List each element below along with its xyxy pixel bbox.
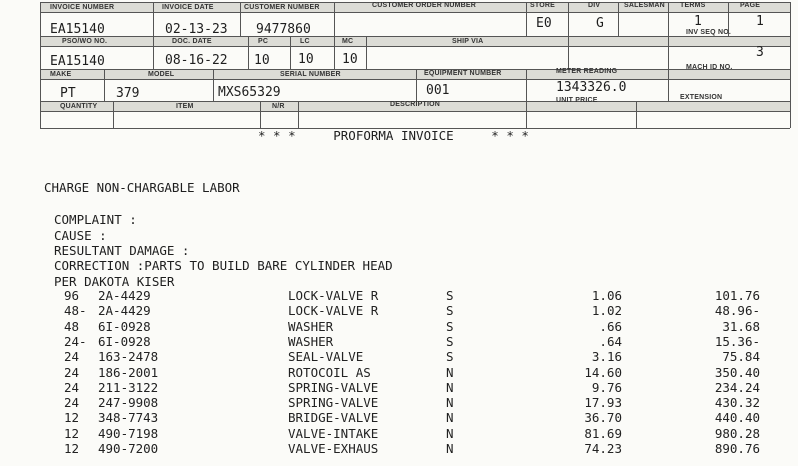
inv-seq-value: 3 (756, 45, 764, 60)
line-unit-price: 17.93 (584, 395, 622, 411)
serial-value: MXS65329 (218, 85, 281, 100)
mc-value: 10 (342, 52, 358, 67)
line-code: N (446, 425, 454, 441)
resultant-damage-line: RESULTANT DAMAGE : (54, 243, 190, 258)
label-customer-order-number: CUSTOMER ORDER NUMBER (372, 2, 477, 9)
line-qty: 48- (64, 303, 87, 319)
line-item-number: 490-7198 (98, 425, 159, 441)
line-extension: 75.84 (722, 349, 760, 365)
line-extension: 430.32 (714, 395, 760, 411)
table-row (0, 426, 798, 441)
line-description: LOCK-VALVE R (288, 303, 379, 319)
line-code: N (446, 410, 454, 426)
label-invoice-date: INVOICE DATE (162, 4, 214, 11)
line-qty: 96 (64, 288, 80, 303)
line-description: VALVE-INTAKE (288, 425, 379, 441)
line-item-number: 6I-0928 (98, 318, 151, 334)
line-description: WASHER (288, 318, 334, 334)
line-item-number: 186-2001 (98, 364, 159, 380)
label-model: MODEL (148, 71, 175, 78)
label-description: DESCRIPTION (390, 101, 441, 108)
line-qty: 24- (64, 333, 87, 349)
label-invoice-number: INVOICE NUMBER (50, 4, 115, 11)
line-qty: 24 (64, 395, 80, 411)
line-unit-price: 36.70 (584, 410, 622, 426)
make-value: PT (60, 86, 76, 101)
line-description: ROTOCOIL AS (288, 364, 371, 380)
line-extension: 980.28 (714, 425, 760, 441)
line-description: LOCK-VALVE R (288, 288, 379, 303)
charge-line: CHARGE NON-CHARGABLE LABOR (44, 180, 240, 195)
line-description: WASHER (288, 333, 334, 349)
pso-wo-value: EA15140 (50, 54, 105, 69)
correction-line: CORRECTION :PARTS TO BUILD BARE CYLINDER HEAD (54, 258, 393, 273)
label-salesman: SALESMAN (624, 2, 665, 9)
label-doc-date: DOC. DATE (172, 38, 212, 45)
line-item-number: 2A-4429 (98, 288, 151, 303)
line-qty: 12 (64, 425, 80, 441)
line-unit-price: 3.16 (591, 349, 622, 365)
label-terms: TERMS (680, 2, 706, 9)
doc-date-value: 08-16-22 (165, 53, 228, 68)
line-extension: 890.76 (714, 441, 760, 456)
page-value: 1 (756, 14, 764, 29)
label-mach-id: MACH ID NO. (686, 64, 733, 71)
label-extension: EXTENSION (680, 94, 723, 101)
line-unit-price: .66 (599, 318, 622, 334)
line-extension: 350.40 (714, 364, 760, 380)
customer-number: 9477860 (256, 22, 311, 37)
table-row (0, 410, 798, 425)
line-qty: 12 (64, 410, 80, 426)
label-pc: PC (258, 38, 269, 45)
line-unit-price: 81.69 (584, 425, 622, 441)
line-code: N (446, 441, 454, 456)
line-description: SPRING-VALVE (288, 379, 379, 395)
table-row (0, 319, 798, 334)
table-row (0, 365, 798, 380)
label-lc: LC (300, 38, 310, 45)
line-qty: 48 (64, 318, 80, 334)
label-item: ITEM (176, 103, 194, 110)
line-extension: 31.68 (722, 318, 760, 334)
label-ship-via: SHIP VIA (452, 38, 484, 45)
table-row (0, 395, 798, 410)
proforma-banner: * * * PROFORMA INVOICE * * * (258, 128, 529, 143)
label-quantity: QUANTITY (60, 103, 98, 110)
line-unit-price: 14.60 (584, 364, 622, 380)
label-equipment: EQUIPMENT NUMBER (424, 70, 502, 77)
line-qty: 24 (64, 349, 80, 365)
line-unit-price: 74.23 (584, 441, 622, 456)
label-inv-seq: INV SEQ NO. (686, 29, 731, 36)
line-code: S (446, 349, 454, 365)
table-row (0, 380, 798, 395)
line-qty: 12 (64, 441, 80, 456)
label-make: MAKE (50, 71, 72, 78)
line-code: N (446, 395, 454, 411)
line-qty: 24 (64, 379, 80, 395)
line-unit-price: .64 (599, 333, 622, 349)
terms-value: 1 (694, 14, 702, 29)
line-unit-price: 9.76 (591, 379, 622, 395)
line-description: VALVE-EXHAUS (288, 441, 379, 456)
line-extension: 15.36- (714, 333, 760, 349)
table-row (0, 303, 798, 318)
line-code: S (446, 288, 454, 303)
equipment-value: 001 (426, 83, 450, 98)
label-meter: METER READING (556, 68, 618, 75)
line-unit-price: 1.06 (591, 288, 622, 303)
label-serial: SERIAL NUMBER (280, 71, 341, 78)
line-extension: 440.40 (714, 410, 760, 426)
label-pso-wo: PSO/WO NO. (62, 38, 108, 45)
line-description: SEAL-VALVE (288, 349, 364, 365)
line-code: N (446, 379, 454, 395)
label-nr: N/R (272, 103, 285, 110)
line-extension: 48.96- (714, 303, 760, 319)
table-row (0, 288, 798, 303)
line-code: S (446, 318, 454, 334)
line-item-number: 2A-4429 (98, 303, 151, 319)
label-page: PAGE (740, 2, 761, 9)
model-value: 379 (116, 86, 140, 101)
invoice-number: EA15140 (50, 22, 105, 37)
line-code: S (446, 303, 454, 319)
line-qty: 24 (64, 364, 80, 380)
store-value: E0 (536, 16, 552, 31)
meter-value: 1343326.0 (556, 80, 627, 95)
label-unit-price: UNIT PRICE (556, 97, 598, 104)
pc-value: 10 (254, 53, 270, 68)
line-item-number: 348-7743 (98, 410, 159, 426)
line-code: N (446, 364, 454, 380)
per-line: PER DAKOTA KISER (54, 274, 175, 289)
table-row (0, 349, 798, 364)
line-item-number: 247-9908 (98, 395, 159, 411)
line-extension: 101.76 (714, 288, 760, 303)
line-extension: 234.24 (714, 379, 760, 395)
line-unit-price: 1.02 (591, 303, 622, 319)
label-div: DIV (588, 2, 601, 9)
cause-line: CAUSE : (54, 228, 107, 243)
line-item-number: 163-2478 (98, 349, 159, 365)
line-item-number: 211-3122 (98, 379, 159, 395)
line-description: BRIDGE-VALVE (288, 410, 379, 426)
line-item-number: 6I-0928 (98, 333, 151, 349)
div-value: G (596, 16, 604, 31)
line-code: S (446, 333, 454, 349)
line-item-number: 490-7200 (98, 441, 159, 456)
label-customer-number: CUSTOMER NUMBER (244, 4, 320, 11)
label-store: STORE (530, 2, 555, 9)
invoice-date: 02-13-23 (165, 22, 228, 37)
line-description: SPRING-VALVE (288, 395, 379, 411)
table-row (0, 334, 798, 349)
lc-value: 10 (298, 52, 314, 67)
label-mc: MC (342, 38, 354, 45)
complaint-line: COMPLAINT : (54, 212, 137, 227)
table-row (0, 441, 798, 456)
